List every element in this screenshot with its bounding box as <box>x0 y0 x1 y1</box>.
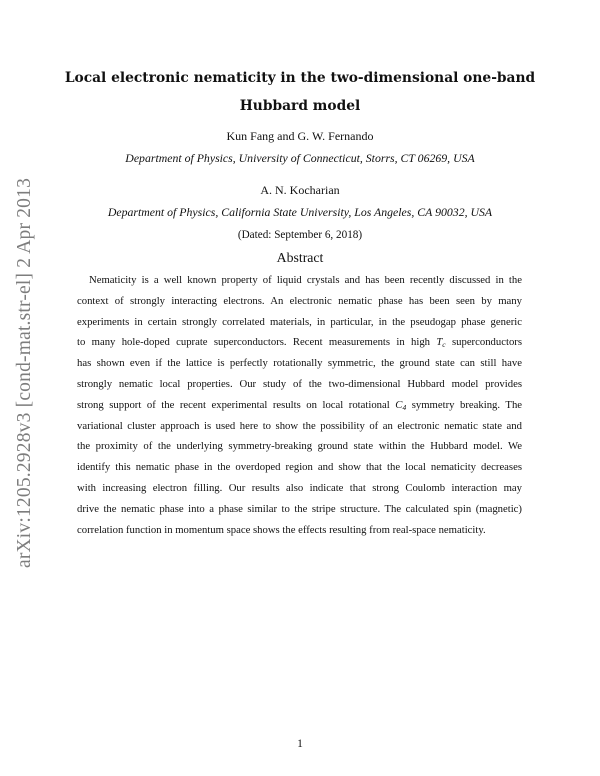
abstract-line: strongly nematic local properties. Our study of the two-dimensional Hubbard model provides <box>77 377 522 390</box>
abstract-line: correlation function in momentum space shows the effects resulting from real-space nematicity. <box>77 523 486 536</box>
page-number: 1 <box>297 738 303 750</box>
title-line-1: Local electronic nematicity in the two-dimensional one-band <box>64 70 536 86</box>
math-tc: $T_c$ <box>436 336 446 350</box>
affiliation-1: Department of Physics, University of Connecticut, Storrs, CT 06269, USA <box>125 151 475 165</box>
dated-line: (Dated: September 6, 2018) <box>237 229 363 241</box>
title-line-2: Hubbard model <box>239 98 361 114</box>
abstract-line-text: strong support of the recent experimental results on local rotational <box>77 398 390 411</box>
abstract-line: drive the nematic phase into a phase similar to the stripe structure. The calculated spin (magnetic) <box>77 502 522 515</box>
abstract-line <box>77 332 522 353</box>
abstract-line-text: symmetry breaking. The <box>411 398 523 411</box>
math-c4: $C_4$ <box>395 398 407 412</box>
paper-title <box>60 64 540 120</box>
abstract-line: identify this nematic phase in the overdoped region and show that the local nematicity decreases <box>77 461 522 474</box>
abstract-line: the proximity of the underlying symmetry-breaking ground state within the Hubbard model. We <box>77 440 522 453</box>
abstract-line-text: superconductors <box>451 336 523 349</box>
abstract-line: experiments in certain strongly correlated materials, in particular, in the pseudogap phase generic <box>77 315 522 328</box>
abstract-line: Nematicity is a well known property of liquid crystals and has been recently discussed in the <box>89 274 522 286</box>
abstract-line <box>77 395 522 416</box>
abstract-heading: Abstract <box>276 250 324 265</box>
arxiv-stamp <box>10 158 40 588</box>
abstract-line: with increasing electron filling. Our results also indicate that strong Coulomb interaction may <box>77 481 522 494</box>
abstract-body <box>77 270 522 540</box>
abstract-line: context of strongly interacting electrons. An electronic nematic phase has been seen by many <box>77 294 522 307</box>
abstract-line: has shown even if the lattice is perfectly rotationally symmetric, the ground state can still have <box>77 357 522 370</box>
abstract-line: variational cluster approach is used here to show the possibility of an electronic nematic state and <box>77 419 522 432</box>
authors-group-2: A. N. Kocharian <box>260 183 340 197</box>
affiliation-2: Department of Physics, California State University, Los Angeles, CA 90032, USA <box>107 205 493 219</box>
authors-group-1: Kun Fang and G. W. Fernando <box>226 129 374 143</box>
abstract-line-text: to many hole-doped cuprate superconductors. Recent measurements in high <box>77 336 431 349</box>
arxiv-stamp-text: arXiv:1205.2928v3 [cond-mat.str-el] 2 Apr 2013 <box>14 177 36 569</box>
